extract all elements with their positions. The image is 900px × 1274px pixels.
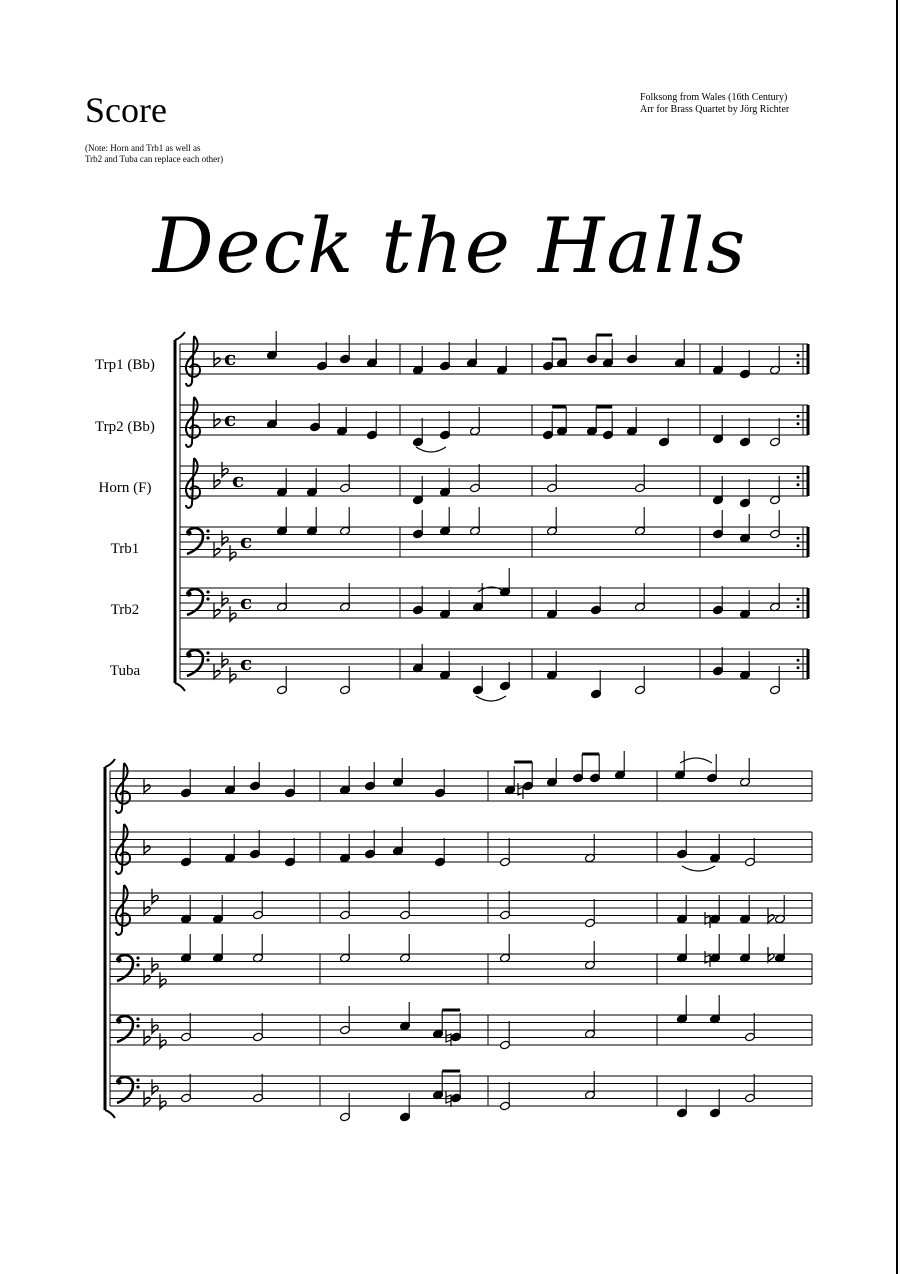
note-icon <box>440 411 451 440</box>
note-icon <box>340 766 351 795</box>
note-icon <box>253 891 264 920</box>
note-icon <box>740 934 751 963</box>
common-time-icon: c <box>224 346 237 370</box>
note-icon <box>627 407 638 436</box>
note-icon <box>340 934 351 963</box>
note-icon <box>547 590 558 619</box>
note-icon <box>740 479 751 508</box>
note-icon <box>547 651 558 680</box>
flat-icon <box>144 839 150 854</box>
repeat-dot <box>797 598 800 601</box>
note-icon <box>413 586 424 615</box>
flat-icon <box>214 473 220 488</box>
note-icon <box>470 407 481 436</box>
note-icon <box>710 834 721 863</box>
note-icon <box>307 468 318 497</box>
flat-icon <box>214 603 220 618</box>
note-icon <box>675 339 686 368</box>
note-icon <box>433 1071 444 1100</box>
flat-icon <box>144 1030 150 1045</box>
note-icon <box>745 838 756 867</box>
note-icon <box>413 476 424 505</box>
note-icon <box>547 758 558 787</box>
note-icon <box>745 1074 756 1103</box>
note-icon <box>523 762 534 791</box>
note-icon <box>677 1089 688 1118</box>
note-icon <box>713 346 724 375</box>
note-icon <box>277 468 288 497</box>
note-icon <box>253 1074 264 1103</box>
note-icon <box>340 583 351 612</box>
flat-icon <box>160 972 166 987</box>
note-icon <box>543 342 554 371</box>
treble-clef-icon <box>186 458 200 508</box>
note-icon <box>473 583 484 612</box>
staff <box>110 771 812 801</box>
note-icon <box>285 838 296 867</box>
note-icon <box>467 339 478 368</box>
note-icon <box>400 1093 411 1122</box>
flat-icon <box>144 1091 150 1106</box>
note-icon <box>250 762 261 791</box>
note-icon <box>603 411 614 440</box>
slur <box>476 696 506 701</box>
note-icon <box>267 400 278 429</box>
note-icon <box>181 895 192 924</box>
note-icon <box>310 403 321 432</box>
slur <box>680 758 712 763</box>
note-icon <box>677 830 688 859</box>
note-icon <box>635 583 646 612</box>
note-icon <box>585 1010 596 1039</box>
repeat-dot <box>797 361 800 364</box>
note-icon <box>340 507 351 536</box>
flat-icon <box>160 1033 166 1048</box>
flat-icon <box>230 545 236 560</box>
note-icon <box>603 339 614 368</box>
note-icon <box>591 670 602 699</box>
natural-icon <box>446 1091 451 1107</box>
note-icon <box>393 758 404 787</box>
note-icon <box>181 1074 192 1103</box>
note-icon <box>440 651 451 680</box>
flat-icon <box>144 900 150 915</box>
flat-icon <box>230 606 236 621</box>
note-icon <box>710 934 721 963</box>
flat-icon <box>152 1079 158 1094</box>
note-icon <box>585 834 596 863</box>
note-icon <box>740 895 751 924</box>
treble-clef-icon <box>116 763 130 813</box>
note-icon <box>745 1013 756 1042</box>
note-icon <box>277 666 288 695</box>
note-icon <box>505 766 516 795</box>
natural-icon <box>705 912 710 928</box>
note-icon <box>635 507 646 536</box>
note-icon <box>500 1021 511 1050</box>
flat-icon <box>152 889 158 904</box>
slur <box>682 866 715 871</box>
note-icon <box>365 762 376 791</box>
staff <box>110 1015 812 1045</box>
note-icon <box>225 834 236 863</box>
note-icon <box>413 510 424 539</box>
staff <box>180 466 808 496</box>
note-icon <box>400 1002 411 1031</box>
note-icon <box>181 769 192 798</box>
note-icon <box>413 644 424 673</box>
note-icon <box>340 834 351 863</box>
note-icon <box>340 666 351 695</box>
note-icon <box>713 586 724 615</box>
treble-clef-icon <box>116 824 130 874</box>
note-icon <box>451 1074 462 1103</box>
note-icon <box>340 1093 351 1122</box>
note-icon <box>659 418 670 447</box>
note-icon <box>340 891 351 920</box>
note-icon <box>253 934 264 963</box>
note-icon <box>740 651 751 680</box>
note-icon <box>677 934 688 963</box>
note-icon <box>181 1013 192 1042</box>
note-icon <box>740 514 751 543</box>
repeat-dot <box>797 415 800 418</box>
note-icon <box>253 1013 264 1042</box>
note-icon <box>547 507 558 536</box>
score-label: Score <box>85 90 167 130</box>
note-icon <box>615 751 626 780</box>
staff <box>110 1076 812 1106</box>
instrument-label-trp2: Trp2 (Bb) <box>95 419 155 435</box>
note-icon <box>740 590 751 619</box>
note-icon <box>435 838 446 867</box>
note-icon <box>587 335 598 364</box>
common-time-icon: c <box>240 590 253 614</box>
note-icon <box>500 662 511 691</box>
flat-icon <box>160 1094 166 1109</box>
note-icon <box>337 407 348 436</box>
note-icon <box>473 666 484 695</box>
note-icon <box>775 934 786 963</box>
note-icon <box>547 464 558 493</box>
note-icon <box>340 335 351 364</box>
note-icon <box>213 934 224 963</box>
note-icon <box>250 830 261 859</box>
flat-icon <box>222 591 228 606</box>
repeat-dot <box>797 605 800 608</box>
flat-icon <box>230 667 236 682</box>
note-icon <box>557 339 568 368</box>
note-icon <box>440 342 451 371</box>
note-icon <box>587 407 598 436</box>
note-icon <box>440 468 451 497</box>
note-icon <box>770 583 781 612</box>
note-icon <box>591 586 602 615</box>
instrument-label-trp1: Trp1 (Bb) <box>95 357 155 373</box>
staff <box>180 588 808 618</box>
staff <box>180 527 808 557</box>
note-icon <box>573 754 584 783</box>
note-icon <box>770 418 781 447</box>
bass-clef-icon <box>186 650 209 676</box>
repeat-dot <box>797 659 800 662</box>
flat-icon <box>214 542 220 557</box>
repeat-dot <box>797 544 800 547</box>
flat-icon <box>222 530 228 545</box>
note-icon <box>635 464 646 493</box>
note-icon <box>590 754 601 783</box>
note-icon <box>497 346 508 375</box>
note-icon <box>500 568 511 597</box>
flat-icon <box>214 412 220 427</box>
note-icon <box>740 350 751 379</box>
note-icon <box>770 346 781 375</box>
bass-clef-icon <box>116 1016 139 1042</box>
note-icon <box>710 1089 721 1118</box>
bass-clef-icon <box>116 955 139 981</box>
note-icon <box>500 891 511 920</box>
note-icon <box>413 346 424 375</box>
note-icon <box>181 838 192 867</box>
arranger-credit: Arr for Brass Quartet by Jörg Richter <box>640 104 790 115</box>
note-icon <box>710 995 721 1024</box>
note-icon <box>500 934 511 963</box>
staff <box>180 649 808 679</box>
note-icon <box>740 758 751 787</box>
flat-icon <box>214 351 220 366</box>
instrument-label-tuba: Tuba <box>109 663 141 679</box>
flat-icon <box>214 664 220 679</box>
note-icon <box>770 510 781 539</box>
note-icon <box>451 1013 462 1042</box>
flat-icon <box>768 947 774 962</box>
note-icon <box>277 507 288 536</box>
bass-clef-icon <box>116 1077 139 1103</box>
instrument-label-trb2: Trb2 <box>110 602 140 618</box>
note-icon <box>775 895 786 924</box>
note-icon <box>675 751 686 780</box>
note-icon <box>267 331 278 360</box>
note-icon <box>470 507 481 536</box>
note-icon <box>707 754 718 783</box>
note-icon <box>213 895 224 924</box>
note-icon <box>635 666 646 695</box>
repeat-dot <box>797 666 800 669</box>
note-icon <box>340 1006 351 1035</box>
note-icon <box>367 411 378 440</box>
note-icon <box>677 995 688 1024</box>
natural-icon <box>705 951 710 967</box>
note-icon <box>433 1010 444 1039</box>
note-icon <box>181 934 192 963</box>
repeat-dot <box>797 537 800 540</box>
note-icon <box>627 335 638 364</box>
note-icon <box>340 464 351 493</box>
note-icon <box>307 507 318 536</box>
note-icon <box>710 895 721 924</box>
note-icon <box>393 827 404 856</box>
note-line-2: Trb2 and Tuba can replace each other) <box>85 154 224 164</box>
repeat-dot <box>797 354 800 357</box>
staff <box>110 832 812 862</box>
natural-icon <box>518 783 523 799</box>
note-icon <box>440 590 451 619</box>
treble-clef-icon <box>186 336 200 386</box>
bass-clef-icon <box>186 528 209 554</box>
note-icon <box>400 891 411 920</box>
note-icon <box>470 464 481 493</box>
natural-icon <box>446 1030 451 1046</box>
note-icon <box>740 418 751 447</box>
note-icon <box>440 507 451 536</box>
note-icon <box>770 476 781 505</box>
note-icon <box>277 583 288 612</box>
note-icon <box>557 407 568 436</box>
note-icon <box>367 339 378 368</box>
repeat-dot <box>797 476 800 479</box>
common-time-icon: c <box>240 529 253 553</box>
note-icon <box>500 1082 511 1111</box>
note-icon <box>677 895 688 924</box>
note-icon <box>713 647 724 676</box>
note-icon <box>713 415 724 444</box>
note-line-1: (Note: Horn and Trb1 as well as <box>85 143 201 153</box>
note-icon <box>713 510 724 539</box>
flat-icon <box>144 969 150 984</box>
treble-clef-icon <box>186 397 200 447</box>
repeat-dot <box>797 422 800 425</box>
common-time-icon: c <box>224 407 237 431</box>
note-icon <box>365 830 376 859</box>
slur <box>416 447 446 452</box>
note-icon <box>585 899 596 928</box>
note-icon <box>285 769 296 798</box>
instrument-label-trb1: Trb1 <box>110 541 140 557</box>
common-time-icon: c <box>240 651 253 675</box>
bass-clef-icon <box>186 589 209 615</box>
piece-title: Deck the Halls <box>152 201 748 290</box>
treble-clef-icon <box>116 885 130 935</box>
note-icon <box>435 769 446 798</box>
flat-icon <box>222 652 228 667</box>
flat-icon <box>144 778 150 793</box>
repeat-dot <box>797 483 800 486</box>
note-icon <box>713 476 724 505</box>
note-icon <box>500 838 511 867</box>
note-icon <box>770 666 781 695</box>
note-icon <box>317 342 328 371</box>
note-icon <box>413 418 424 447</box>
note-icon <box>543 411 554 440</box>
flat-icon <box>152 1018 158 1033</box>
instrument-label-horn: Horn (F) <box>98 480 152 496</box>
note-icon <box>225 766 236 795</box>
note-icon <box>585 941 596 970</box>
common-time-icon: c <box>232 468 245 492</box>
flat-icon <box>222 462 228 477</box>
origin-credit: Folksong from Wales (16th Century) <box>640 92 788 103</box>
note-icon <box>585 1071 596 1100</box>
flat-icon <box>152 957 158 972</box>
note-icon <box>400 934 411 963</box>
